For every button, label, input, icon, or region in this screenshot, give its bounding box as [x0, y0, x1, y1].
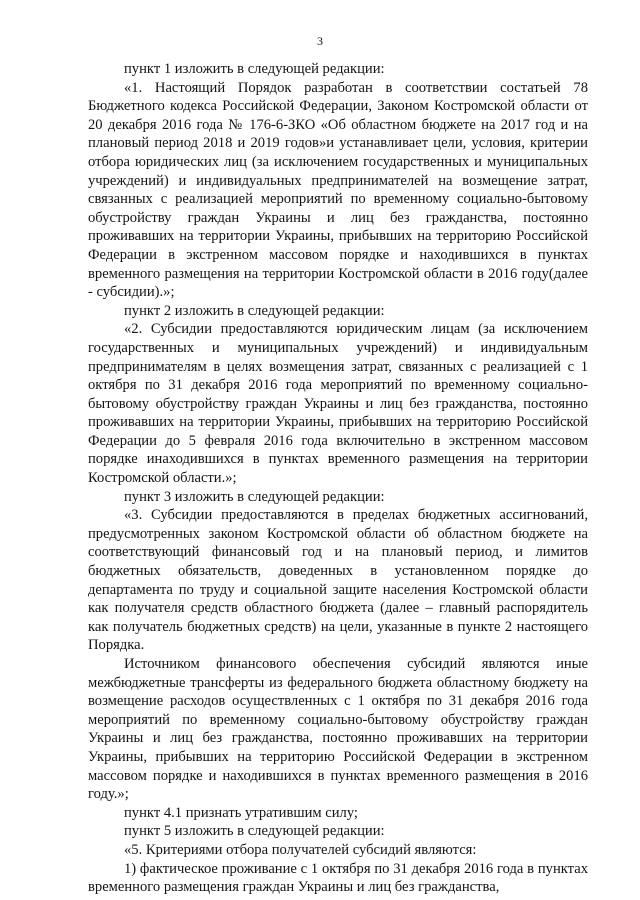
paragraph-2: «1. Настоящий Порядок разработан в соответствии состатьей 78 Бюджетного кодекса Российской Федерации, Законом Костромской области от 20 декабря 2016 года № 176-6-ЗКО «Об областном бюджете на 2017 год и на плановый период 2018 и 2019 годов»и устанавливает цели, условия, критерии отбора юридических лиц (за исключением государственных и муниципальных учреждений) и индивидуальных предпринимателей на возмещение затрат, связанных с реализацией мероприятий по временному социально-бытовому обустройству граждан Украины и лиц без гражданства, постоянно проживавших на территории Украины, прибывших на территорию Российской Федерации в экстренном массовом порядке и находившихся в пунктах временного размещения на территории Костромской области в 2016 году(далее - субсидии).»;	[88, 79, 588, 301]
paragraph-8: пункт 4.1 признать утратившим силу;	[124, 804, 358, 821]
paragraph-10: «5. Критериями отбора получателей субсидий являются:	[124, 841, 477, 858]
document-body	[88, 60, 588, 897]
paragraph-3: пункт 2 изложить в следующей редакции:	[124, 302, 385, 319]
paragraph-11: 1) фактическое проживание с 1 октября по 31 декабря 2016 года в пунктах временного размещения граждан Украины и лиц без гражданства,	[88, 860, 588, 896]
paragraph-6: «3. Субсидии предоставляются в пределах бюджетных ассигнований, предусмотренных законом Костромской области об областном бюджете на соответствующий финансовый год и на плановый период, и лимитов бюджетных обязательств, доведенных в установленном порядке до департамента по труду и социальной защите населения Костромской области как получателя средств областного бюджета (далее – главный распорядитель как получатель бюджетных средств) на цели, указанные в пункте 2 настоящего Порядка.	[88, 507, 588, 654]
paragraph-5: пункт 3 изложить в следующей редакции:	[124, 488, 385, 505]
page-number: 3	[317, 34, 323, 48]
paragraph-1: пункт 1 изложить в следующей редакции:	[124, 61, 385, 77]
paragraph-9: пункт 5 изложить в следующей редакции:	[124, 823, 385, 840]
paragraph-7: Источником финансового обеспечения субсидий являются иные межбюджетные трансферты из федерального бюджета областному бюджету на возмещение расходов осуществленных с 1 октября по 31 декабря 2016 года мероприятий по временному социально-бытовому обустройству граждан Украины и лиц без гражданства, постоянно проживавших на территории Украины, прибывших на территорию Российской Федерации в экстренном массовом порядке и находившихся в пунктах временного размещения в 2016 году.»;	[88, 656, 588, 803]
paragraph-4: «2. Субсидии предоставляются юридическим лицам (за исключением государственных и муниципальных учреждений) и индивидуальным предпринимателям в целях возмещения затрат, связанных с реализацией с 1 октября по 31 декабря 2016 года мероприятий по временному социально-бытовому обустройству граждан Украины и лиц без гражданства, постоянно проживавших на территории Украины, прибывших на территорию Российской Федерации до 5 февраля 2016 года включительно в экстренном массовом порядке инаходившихся в пунктах временного размещения на территории Костромской области.»;	[88, 321, 588, 487]
